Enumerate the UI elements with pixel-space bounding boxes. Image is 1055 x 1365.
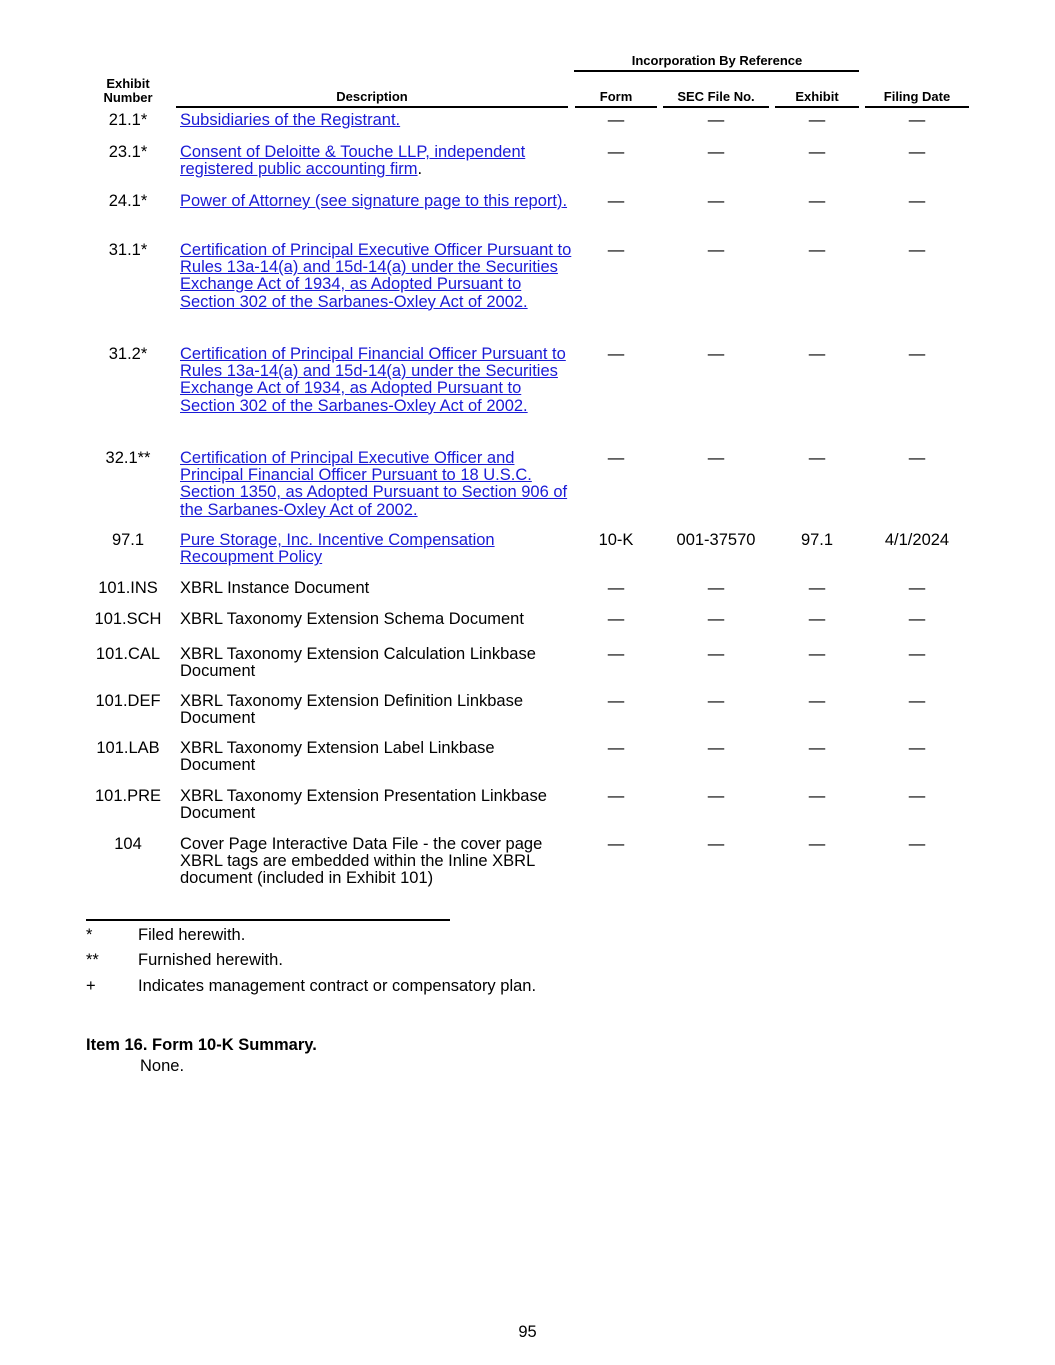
description-cell: XBRL Taxonomy Extension Label Linkbase Document <box>180 739 495 775</box>
item-16-body: None. <box>140 1057 185 1075</box>
exhibit-cell: — <box>808 143 826 161</box>
form-cell: — <box>607 739 625 757</box>
exhibit-cell: — <box>808 835 826 853</box>
exhibit-number-cell: 21.1* <box>108 111 148 129</box>
incorporation-header-rule <box>574 70 859 72</box>
form-cell: — <box>607 111 625 129</box>
form-cell: — <box>607 345 625 363</box>
exhibit-number-cell: 101.CAL <box>95 645 161 663</box>
exhibit-link[interactable]: Subsidiaries of the Registrant. <box>180 111 401 129</box>
form-cell: — <box>607 143 625 161</box>
description-cell <box>180 193 572 210</box>
exhibit-number-cell: 101.SCH <box>94 610 162 628</box>
exhibit-cell: — <box>808 645 826 663</box>
exhibit-cell: — <box>808 241 826 259</box>
form-cell: — <box>607 192 625 210</box>
exhibit-link[interactable]: Pure Storage, Inc. Incentive Compensation Recoupment Policy <box>180 531 495 567</box>
form-cell: — <box>607 449 625 467</box>
filing-date-header-rule <box>865 106 969 108</box>
item-16-title: Item 16. Form 10-K Summary. <box>86 1036 317 1054</box>
filing-date-cell: — <box>908 143 926 161</box>
exhibit-cell: 97.1 <box>800 531 834 549</box>
exhibit-cell: — <box>808 345 826 363</box>
footnote-text: Filed herewith. <box>138 926 246 944</box>
description-header: Description <box>336 89 408 104</box>
sec-file-no-cell: — <box>707 345 725 363</box>
description-cell: XBRL Taxonomy Extension Definition Linkbase Document <box>180 692 524 728</box>
description-cell <box>180 242 572 311</box>
description-cell <box>180 112 572 129</box>
description-cell: Cover Page Interactive Data File - the cover page XBRL tags are embedded within the Inline XBRL document (included in Exhibit 101) <box>180 835 543 888</box>
sec-file-no-cell: — <box>707 787 725 805</box>
description-cell: XBRL Instance Document <box>180 579 370 597</box>
exhibit-cell: — <box>808 111 826 129</box>
form-cell: — <box>607 241 625 259</box>
filing-date-cell: — <box>908 787 926 805</box>
filing-date-cell: — <box>908 345 926 363</box>
page-number: 95 <box>518 1323 537 1341</box>
exhibit-header: Exhibit <box>795 89 839 104</box>
exhibit-cell: — <box>808 739 826 757</box>
filing-date-header: Filing Date <box>883 89 951 104</box>
exhibit-link[interactable]: Certification of Principal Executive Officer and Principal Financial Officer Pursuant to 18 U.S.C. Section 1350, as Adopted Pursuant to Section 906 of the Sarbanes-Oxley Act of 2002. <box>180 449 568 519</box>
sec-file-no-cell: — <box>707 645 725 663</box>
filing-date-cell: — <box>908 241 926 259</box>
sec-file-no-cell: — <box>707 111 725 129</box>
footnote-text: Indicates management contract or compensatory plan. <box>138 977 537 995</box>
exhibit-link[interactable]: Power of Attorney (see signature page to this report). <box>180 192 568 210</box>
sec-file-no-cell: 001-37570 <box>676 531 756 549</box>
description-cell: XBRL Taxonomy Extension Presentation Linkbase Document <box>180 787 547 823</box>
filing-date-cell: — <box>908 111 926 129</box>
description-cell <box>180 346 572 415</box>
footnote-mark: + <box>86 977 96 995</box>
exhibit-number-cell: 101.LAB <box>96 739 160 757</box>
filing-date-cell: — <box>908 610 926 628</box>
exhibit-number-cell: 101.INS <box>98 579 158 597</box>
sec-file-no-cell: — <box>707 579 725 597</box>
exhibit-cell: — <box>808 787 826 805</box>
form-header-rule <box>575 106 657 108</box>
sec-file-no-cell: — <box>707 241 725 259</box>
filing-date-cell: — <box>908 739 926 757</box>
filing-date-cell: — <box>908 192 926 210</box>
form-cell: — <box>607 610 625 628</box>
exhibit-cell: — <box>808 192 826 210</box>
sec-file-no-cell: — <box>707 192 725 210</box>
form-cell: — <box>607 692 625 710</box>
footnote-separator <box>86 919 450 921</box>
exhibit-link[interactable]: Consent of Deloitte & Touche LLP, independent registered public accounting firm <box>180 143 526 179</box>
form-header: Form <box>599 89 633 104</box>
exhibit-number-cell: 104 <box>114 835 142 853</box>
sec-file-no-header: SEC File No. <box>677 89 755 104</box>
sec-file-no-cell: — <box>707 739 725 757</box>
sec-file-no-cell: — <box>707 835 725 853</box>
sec-file-no-header-rule <box>663 106 769 108</box>
sec-file-no-cell: — <box>707 449 725 467</box>
form-cell: — <box>607 645 625 663</box>
sec-file-no-cell: — <box>707 143 725 161</box>
description-cell <box>180 144 572 178</box>
form-cell: — <box>607 579 625 597</box>
exhibit-number-cell: 31.2* <box>108 345 148 363</box>
filing-date-cell: — <box>908 449 926 467</box>
filing-date-cell: — <box>908 579 926 597</box>
filing-date-cell: — <box>908 645 926 663</box>
exhibit-number-cell: 31.1* <box>108 241 148 259</box>
incorporation-by-reference-header: Incorporation By Reference <box>631 53 803 68</box>
exhibit-cell: — <box>808 692 826 710</box>
description-cell: XBRL Taxonomy Extension Calculation Linkbase Document <box>180 645 536 681</box>
form-cell: — <box>607 835 625 853</box>
exhibit-header-rule <box>775 106 859 108</box>
form-cell: 10-K <box>598 531 634 549</box>
exhibit-cell: — <box>808 449 826 467</box>
filing-date-cell: — <box>908 692 926 710</box>
description-header-rule <box>176 106 568 108</box>
exhibit-number-cell: 97.1 <box>111 531 145 549</box>
description-trailing-punctuation: . <box>417 160 423 179</box>
footnote-text: Furnished herewith. <box>138 951 283 969</box>
description-cell: XBRL Taxonomy Extension Schema Document <box>180 610 524 628</box>
footnote-mark: * <box>86 926 93 944</box>
exhibit-cell: — <box>808 610 826 628</box>
filing-date-cell: 4/1/2024 <box>884 531 950 549</box>
footnote-mark: ** <box>86 951 99 969</box>
sec-file-no-cell: — <box>707 610 725 628</box>
form-cell: — <box>607 787 625 805</box>
exhibit-number-cell: 101.DEF <box>95 692 161 710</box>
description-cell <box>180 532 572 566</box>
exhibit-number-header: Exhibit Number <box>103 76 153 105</box>
exhibit-number-cell: 32.1** <box>105 449 151 467</box>
exhibit-cell: — <box>808 579 826 597</box>
exhibit-number-cell: 24.1* <box>108 192 148 210</box>
exhibit-link[interactable]: Certification of Principal Executive Officer Pursuant to Rules 13a-14(a) and 15d-14(a) under the Securities Exchange Act of 1934, as Adopted Pursuant to Section 302 of the Sarbanes-Oxley Act of 2002. <box>180 241 572 311</box>
sec-file-no-cell: — <box>707 692 725 710</box>
exhibit-number-cell: 101.PRE <box>94 787 162 805</box>
exhibit-number-cell: 23.1* <box>108 143 148 161</box>
filing-date-cell: — <box>908 835 926 853</box>
description-cell <box>180 450 572 519</box>
exhibit-link[interactable]: Certification of Principal Financial Officer Pursuant to Rules 13a-14(a) and 15d-14(a) under the Securities Exchange Act of 1934, as Adopted Pursuant to Section 302 of the Sarbanes-Oxley Act of 2002. <box>180 345 566 415</box>
